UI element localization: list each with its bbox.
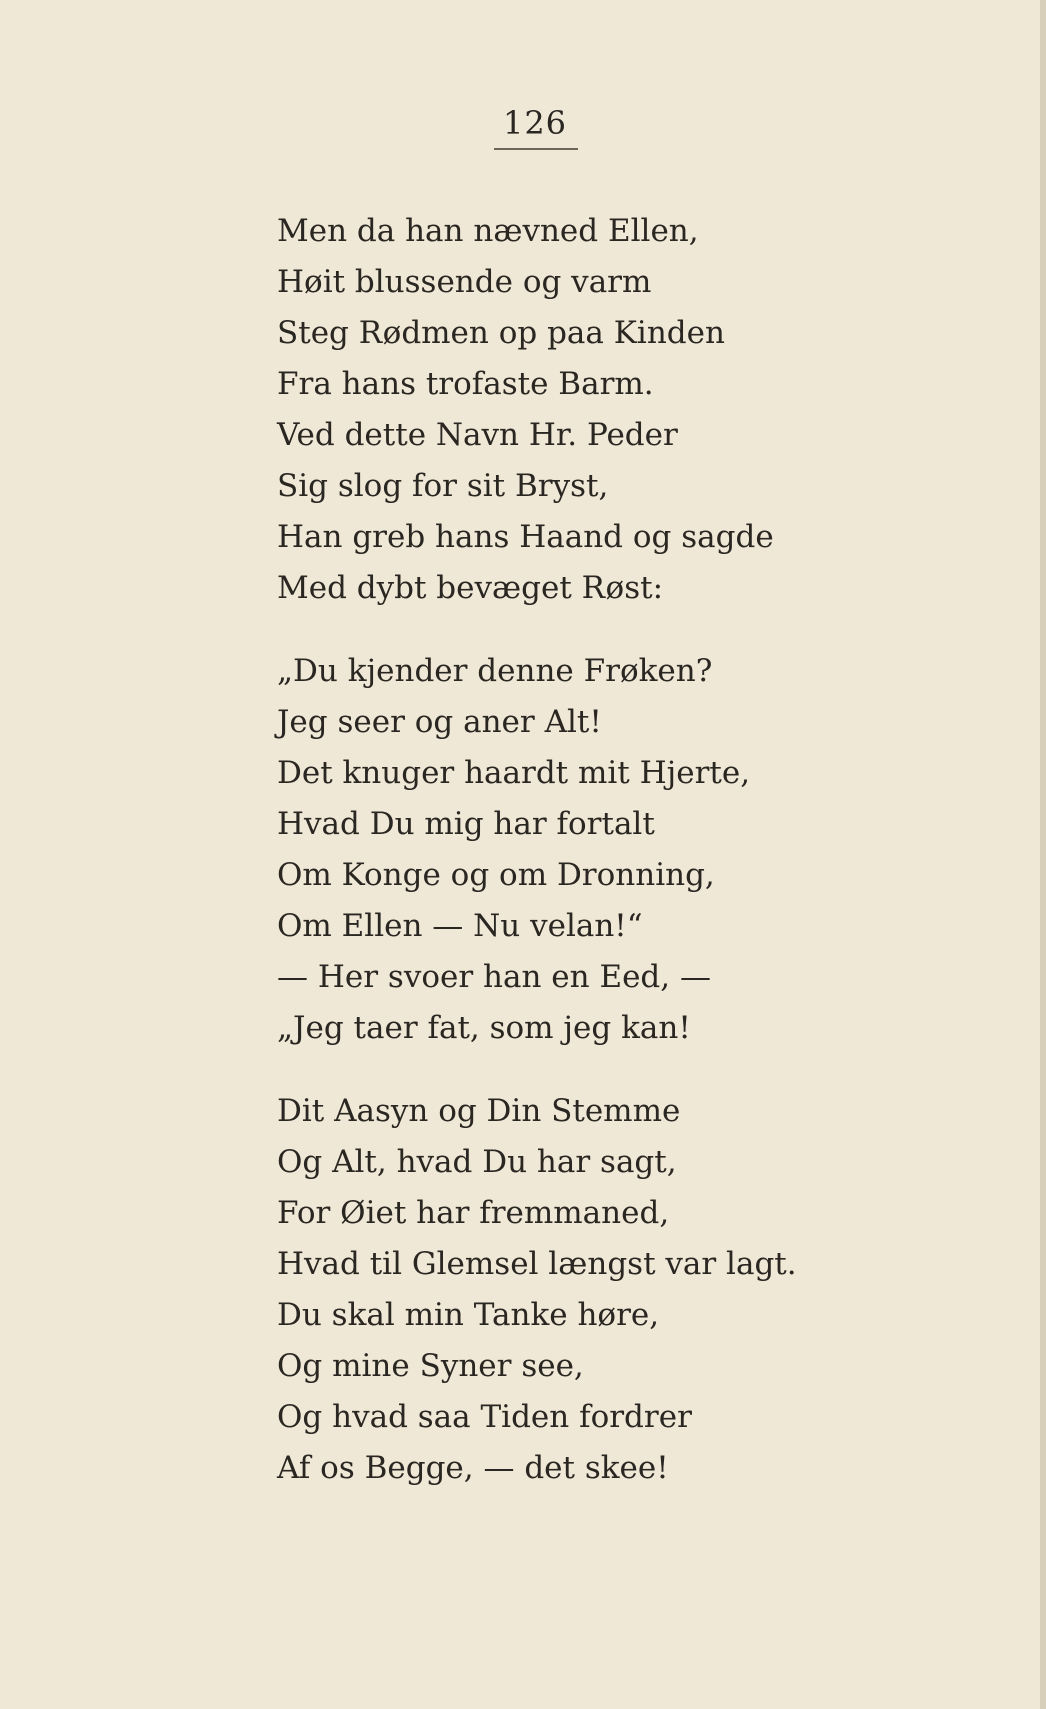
verse-line: Dit Aasyn og Din Stemme — [277, 1093, 681, 1129]
verse-line: Han greb hans Haand og sagde — [277, 519, 774, 555]
verse-line: Høit blussende og varm — [277, 264, 652, 300]
page-number-underline — [494, 148, 578, 150]
verse-line: Med dybt bevæget Røst: — [277, 570, 664, 606]
verse-line: Hvad Du mig har fortalt — [277, 806, 655, 842]
verse-line: „Jeg taer fat, som jeg kan! — [277, 1010, 691, 1046]
verse-line: Og mine Syner see, — [277, 1348, 584, 1384]
verse-line: Sig slog for sit Bryst, — [277, 468, 609, 504]
verse-line: Fra hans trofaste Barm. — [277, 366, 654, 402]
verse-line: Det knuger haardt mit Hjerte, — [277, 755, 751, 791]
poem-text — [277, 206, 1017, 1526]
verse-line: Og Alt, hvad Du har sagt, — [277, 1144, 677, 1180]
verse-line: Om Konge og om Dronning, — [277, 857, 715, 893]
verse-line: Men da han nævned Ellen, — [277, 213, 699, 249]
verse-line: Jeg seer og aner Alt! — [277, 704, 602, 740]
page-number: 126 — [502, 104, 568, 142]
verse-line: „Du kjender denne Frøken? — [277, 653, 713, 689]
verse-line: Om Ellen — Nu velan!“ — [277, 908, 643, 944]
verse-line: Ved dette Navn Hr. Peder — [277, 417, 678, 453]
verse-line: Hvad til Glemsel længst var lagt. — [277, 1246, 797, 1282]
stanza-2 — [277, 646, 1017, 1054]
stanza-1 — [277, 206, 1017, 614]
verse-line: For Øiet har fremmaned, — [277, 1195, 670, 1231]
stanza-3 — [277, 1086, 1017, 1494]
verse-line: Du skal min Tanke høre, — [277, 1297, 660, 1333]
verse-line: — Her svoer han en Eed, — — [277, 959, 711, 995]
verse-line: Og hvad saa Tiden fordrer — [277, 1399, 692, 1435]
verse-line: Steg Rødmen op paa Kinden — [277, 315, 725, 351]
verse-line: Af os Begge, — det skee! — [277, 1450, 669, 1486]
